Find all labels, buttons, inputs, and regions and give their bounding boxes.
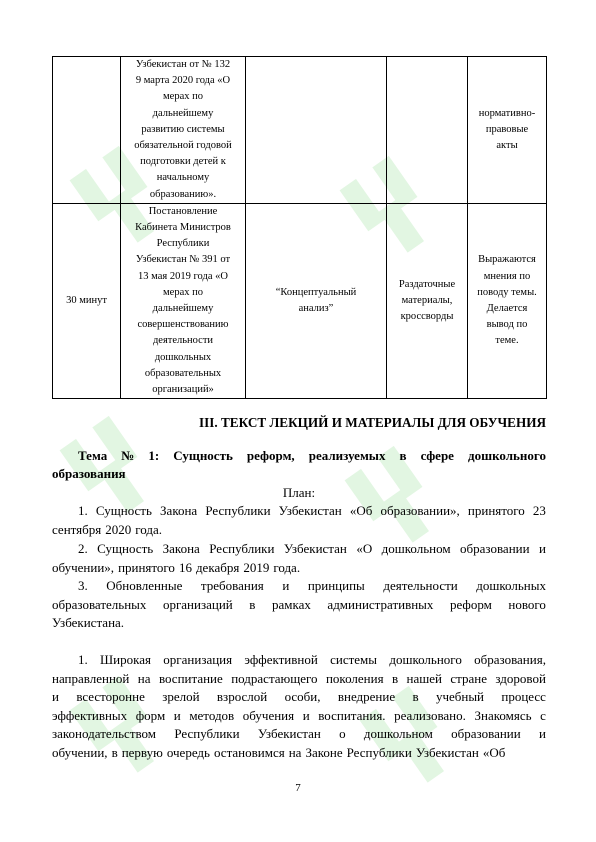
word: принятого (118, 559, 175, 575)
word: реализуемых (308, 448, 386, 463)
word: образовательных (52, 596, 147, 612)
word: Обновленные (106, 578, 183, 593)
word: на (137, 670, 151, 686)
word: образовании», (380, 503, 460, 518)
word: 1. (78, 652, 88, 667)
word: принципы (307, 578, 365, 593)
word: Узбекистана. (52, 615, 125, 630)
word: воспитание (158, 670, 223, 686)
word: образовании (451, 726, 521, 741)
word: Республики (209, 541, 275, 556)
word: организаций (162, 596, 233, 612)
word: 2019 (243, 559, 270, 575)
word: процесс (501, 689, 546, 704)
table-cell-result: Выражаются мнения по поводу темы. Делается вывод по теме. (468, 203, 547, 398)
word: года. (273, 559, 301, 575)
word: зрелой (162, 689, 200, 704)
plan-item (52, 577, 546, 633)
word: остановимся (213, 744, 285, 760)
word: и (302, 707, 310, 723)
word: 2. (78, 541, 88, 556)
word: реализовано. (394, 707, 466, 723)
word: требования (200, 578, 264, 593)
page-number: 7 (295, 782, 301, 794)
table-cell-document: Постановление Кабинета Министров Республики Узбекистан № 391 от 13 мая 2019 года «О мерах по дальнейшему совершенствованию деятельности дошкольных образовательных организаций» (121, 203, 246, 398)
word: реформ, (246, 448, 295, 463)
word: системы (330, 652, 378, 667)
word: особи, (284, 689, 321, 704)
word: Узбекистан (283, 541, 347, 556)
word: Сущность (173, 448, 233, 463)
word: очередь (166, 744, 210, 760)
word: деятельности (383, 578, 458, 593)
word: № (121, 448, 135, 463)
table-cell-document: Узбекистан от № 132 9 марта 2020 года «О мерах по дальнейшему развитию системы обязательной годовой подготовки детей к начальному образованию». (121, 57, 246, 204)
text-line (52, 670, 546, 689)
word: Закона (160, 503, 198, 518)
text-line (52, 707, 546, 726)
word: и (539, 541, 546, 556)
word: Сущность (97, 541, 154, 556)
word: рамках (271, 596, 311, 612)
word: 23 (532, 503, 546, 518)
word: «Об (349, 503, 373, 518)
word: обучении, (52, 744, 108, 760)
word: Узбекистан (415, 744, 479, 760)
text-line (52, 744, 546, 763)
table-cell-materials (387, 57, 468, 204)
word: в (111, 744, 118, 760)
theme-title-line (52, 447, 546, 465)
word: в (412, 689, 419, 704)
plan-item (52, 502, 546, 539)
word: сентября (52, 521, 102, 537)
word: в (249, 596, 256, 612)
word: нашей (406, 670, 442, 686)
section-title: III. ТЕКСТ ЛЕКЦИЙ И МАТЕРИАЛЫ ДЛЯ ОБУЧЕНИЯ (199, 415, 546, 430)
word: «Об (482, 744, 506, 760)
word: здоровой (495, 670, 546, 686)
word: года. (135, 521, 163, 537)
plan-item (52, 540, 546, 577)
word: всесторонне (76, 689, 145, 704)
table-cell-time: 30 минут (53, 203, 121, 398)
word: дошкольного (468, 448, 546, 463)
plan-table (52, 56, 547, 399)
word: о (339, 726, 346, 741)
theme-title-line: образования (52, 466, 126, 481)
text-line (52, 559, 546, 578)
plan-label: План: (282, 485, 316, 500)
word: образования, (474, 652, 546, 667)
word: реформ (449, 596, 492, 612)
word: и (282, 578, 290, 593)
word: Республики (346, 744, 412, 760)
word: и (539, 726, 546, 741)
text-line (52, 725, 546, 744)
word: форм (135, 707, 166, 723)
word: обучении», (52, 559, 115, 575)
word: Законе (305, 744, 343, 760)
text-line (52, 614, 546, 633)
text-line (52, 502, 546, 521)
word: декабря (195, 559, 240, 575)
word: дошкольных (476, 578, 546, 593)
word: 3. (78, 578, 88, 593)
word: нового (508, 596, 546, 612)
word: принятого (467, 503, 525, 518)
word: Тема (78, 448, 108, 463)
text-line (52, 540, 546, 559)
word: поколения (325, 670, 384, 686)
word: Республики (205, 503, 271, 518)
word: Закона (162, 541, 200, 556)
word: Узбекистан (278, 503, 342, 518)
word: Широкая (100, 652, 151, 667)
word: в (399, 448, 407, 463)
text-line (52, 651, 546, 670)
word: с (540, 707, 546, 723)
word: «О (356, 541, 373, 556)
table-row (53, 203, 547, 398)
word: воспитания. (318, 707, 386, 723)
word: организация (163, 652, 233, 667)
table-cell-result: нормативно- правовые акты (468, 57, 547, 204)
word: Знакомясь (474, 707, 532, 723)
word: административных (327, 596, 434, 612)
word: эффективных (52, 707, 128, 723)
word: направленной (52, 670, 130, 686)
word: в (391, 670, 399, 686)
text-line (52, 688, 546, 707)
word: внедрение (337, 689, 396, 704)
text-line (52, 577, 546, 596)
word: 1: (148, 448, 160, 463)
word: дошкольном (381, 541, 451, 556)
word: законодательством (52, 726, 157, 741)
word: Республики (174, 726, 240, 741)
theme-title (52, 447, 546, 483)
word: на (288, 744, 302, 760)
table-cell-materials: Раздаточные материалы, кроссворды (387, 203, 468, 398)
word: учебный (435, 689, 485, 704)
word: образовании (460, 541, 530, 556)
word: Сущность (95, 503, 152, 518)
word: дошкольного (389, 652, 462, 667)
word: 1. (78, 503, 88, 518)
word: Узбекистан (257, 726, 321, 741)
word: обучения (242, 707, 295, 723)
word: 16 (178, 559, 192, 575)
word: эффективной (244, 652, 318, 667)
word: методов (189, 707, 235, 723)
word: стране (450, 670, 487, 686)
word: и (173, 707, 181, 723)
word: дошкольном (363, 726, 433, 741)
word: 2020 (105, 521, 132, 537)
table-cell-time (53, 57, 121, 204)
word: первую (121, 744, 163, 760)
word: подрастающего (231, 670, 318, 686)
table-cell-method (246, 57, 387, 204)
body-paragraph (52, 651, 546, 762)
table-cell-method: “Концептуальный анализ” (246, 203, 387, 398)
text-line (52, 521, 546, 540)
text-line (52, 596, 546, 615)
word: сфере (420, 448, 454, 463)
word: и (52, 689, 59, 704)
word: взрослой (216, 689, 268, 704)
table-row (53, 57, 547, 204)
